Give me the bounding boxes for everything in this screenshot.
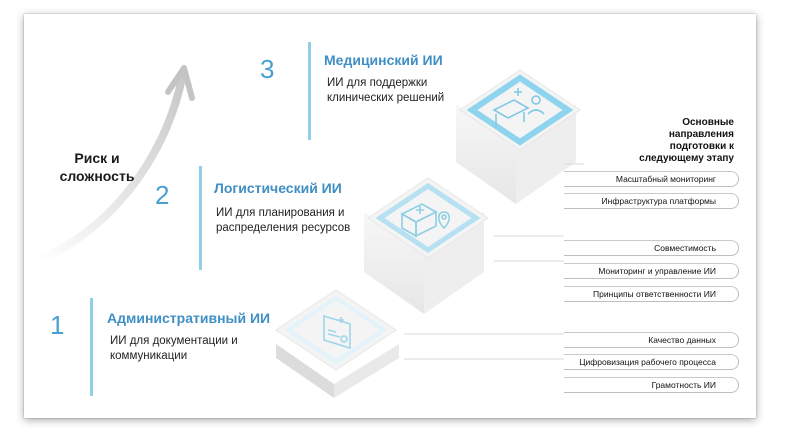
direction-pill: Мониторинг и управление ИИ — [564, 263, 739, 279]
stage-2-number: 2 — [155, 180, 170, 210]
slide — [24, 14, 756, 418]
stage-1-description: ИИ для документации и коммуникации — [110, 335, 238, 362]
stage-2-bar — [199, 166, 202, 270]
stage-1-number: 1 — [50, 310, 65, 340]
direction-pill: Грамотность ИИ — [564, 377, 739, 393]
stage-3-bar — [308, 42, 311, 140]
direction-pill: Цифровизация рабочего процесса — [564, 354, 739, 370]
stage-1-bar — [90, 298, 93, 396]
direction-pill: Инфраструктура платформы — [564, 193, 739, 209]
risk-label: Риск и сложность — [59, 150, 135, 184]
stage-2-title: Логистический ИИ — [214, 180, 342, 196]
direction-pill: Качество данных — [564, 332, 739, 348]
direction-pill: Совместимость — [564, 240, 739, 256]
stage-2-description: ИИ для планирования и распределения ресурсов — [216, 207, 351, 234]
stage-3-number: 3 — [260, 54, 275, 84]
directions-title: Основные направления подготовки к следующему этапу — [639, 117, 734, 164]
stage-3-description: ИИ для поддержки клинических решений — [327, 77, 445, 104]
stage-3-title: Медицинский ИИ — [324, 52, 443, 68]
stage-1-title: Административный ИИ — [107, 310, 271, 326]
direction-pill: Принципы ответственности ИИ — [564, 286, 739, 302]
direction-pill: Масштабный мониторинг — [564, 171, 739, 187]
